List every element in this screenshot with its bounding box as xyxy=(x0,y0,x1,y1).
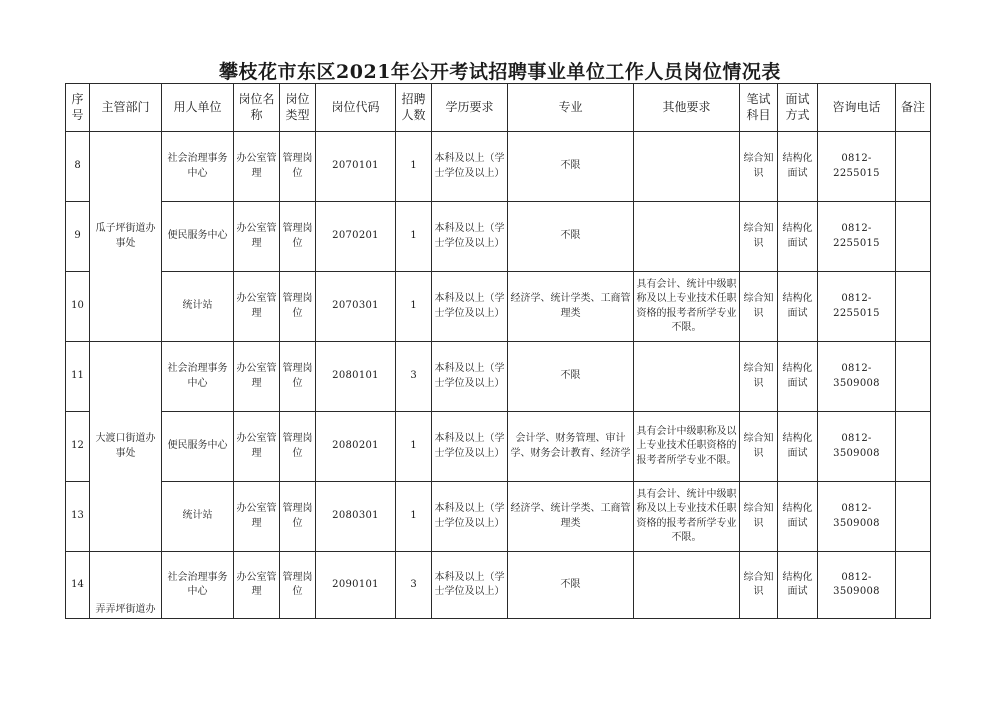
cell-remark xyxy=(896,132,931,202)
header-seq: 序号 xyxy=(66,84,90,132)
cell-phone: 0812-3509008 xyxy=(818,412,896,482)
cell-written: 综合知识 xyxy=(740,202,778,272)
cell-count: 1 xyxy=(396,132,432,202)
cell-post-type: 管理岗位 xyxy=(280,412,316,482)
cell-major: 不限 xyxy=(508,552,634,619)
cell-seq: 10 xyxy=(66,272,90,342)
page-title: 攀枝花市东区2021年公开考试招聘事业单位工作人员岗位情况表 xyxy=(219,61,781,83)
cell-interview: 结构化面试 xyxy=(778,272,818,342)
cell-post-code: 2080301 xyxy=(316,482,396,552)
cell-other xyxy=(634,342,740,412)
cell-education: 本科及以上（学士学位及以上） xyxy=(432,272,508,342)
cell-count: 3 xyxy=(396,552,432,619)
cell-unit: 社会治理事务中心 xyxy=(162,132,234,202)
header-row xyxy=(66,84,931,132)
cell-major: 不限 xyxy=(508,202,634,272)
cell-post-name: 办公室管理 xyxy=(234,132,280,202)
cell-dept: 瓜子坪街道办事处 xyxy=(90,132,162,342)
header-count: 招聘人数 xyxy=(396,84,432,132)
header-remark: 备注 xyxy=(896,84,931,132)
cell-unit: 便民服务中心 xyxy=(162,202,234,272)
header-written: 笔试科目 xyxy=(740,84,778,132)
table-row xyxy=(66,482,931,552)
cell-post-type: 管理岗位 xyxy=(280,482,316,552)
cell-post-type: 管理岗位 xyxy=(280,202,316,272)
cell-remark xyxy=(896,202,931,272)
cell-count: 1 xyxy=(396,272,432,342)
header-phone: 咨询电话 xyxy=(818,84,896,132)
cell-post-type: 管理岗位 xyxy=(280,342,316,412)
header-dept: 主管部门 xyxy=(90,84,162,132)
cell-interview: 结构化面试 xyxy=(778,132,818,202)
cell-other xyxy=(634,202,740,272)
cell-phone: 0812-3509008 xyxy=(818,342,896,412)
cell-unit: 社会治理事务中心 xyxy=(162,552,234,619)
cell-major: 会计学、财务管理、审计学、财务会计教育、经济学 xyxy=(508,412,634,482)
cell-post-name: 办公室管理 xyxy=(234,342,280,412)
cell-post-type: 管理岗位 xyxy=(280,552,316,619)
table-row xyxy=(66,132,931,202)
table-row xyxy=(66,202,931,272)
cell-education: 本科及以上（学士学位及以上） xyxy=(432,552,508,619)
table-row xyxy=(66,552,931,619)
cell-seq: 8 xyxy=(66,132,90,202)
cell-education: 本科及以上（学士学位及以上） xyxy=(432,342,508,412)
header-post-code: 岗位代码 xyxy=(316,84,396,132)
cell-education: 本科及以上（学士学位及以上） xyxy=(432,482,508,552)
cell-interview: 结构化面试 xyxy=(778,202,818,272)
recruitment-table xyxy=(65,83,931,619)
cell-other xyxy=(634,132,740,202)
cell-remark xyxy=(896,272,931,342)
table-row xyxy=(66,272,931,342)
cell-unit: 社会治理事务中心 xyxy=(162,342,234,412)
cell-unit: 便民服务中心 xyxy=(162,412,234,482)
cell-post-name: 办公室管理 xyxy=(234,202,280,272)
cell-phone: 0812-2255015 xyxy=(818,202,896,272)
cell-written: 综合知识 xyxy=(740,132,778,202)
cell-remark xyxy=(896,482,931,552)
cell-education: 本科及以上（学士学位及以上） xyxy=(432,132,508,202)
cell-seq: 14 xyxy=(66,552,90,619)
cell-count: 1 xyxy=(396,482,432,552)
cell-education: 本科及以上（学士学位及以上） xyxy=(432,412,508,482)
cell-post-code: 2070301 xyxy=(316,272,396,342)
cell-count: 3 xyxy=(396,342,432,412)
cell-post-name: 办公室管理 xyxy=(234,482,280,552)
cell-other xyxy=(634,552,740,619)
table-row xyxy=(66,412,931,482)
cell-remark xyxy=(896,342,931,412)
cell-interview: 结构化面试 xyxy=(778,412,818,482)
cell-post-type: 管理岗位 xyxy=(280,272,316,342)
cell-post-name: 办公室管理 xyxy=(234,412,280,482)
cell-phone: 0812-3509008 xyxy=(818,482,896,552)
header-major: 专业 xyxy=(508,84,634,132)
cell-post-name: 办公室管理 xyxy=(234,552,280,619)
cell-written: 综合知识 xyxy=(740,342,778,412)
header-post-name: 岗位名称 xyxy=(234,84,280,132)
cell-phone: 0812-2255015 xyxy=(818,272,896,342)
cell-post-code: 2070101 xyxy=(316,132,396,202)
cell-other: 具有会计中级职称及以上专业技术任职资格的报考者所学专业不限。 xyxy=(634,412,740,482)
cell-seq: 12 xyxy=(66,412,90,482)
cell-phone: 0812-3509008 xyxy=(818,552,896,619)
cell-post-code: 2090101 xyxy=(316,552,396,619)
table-row xyxy=(66,342,931,412)
cell-count: 1 xyxy=(396,412,432,482)
cell-dept: 弄弄坪街道办 xyxy=(90,552,162,619)
cell-major: 不限 xyxy=(508,132,634,202)
cell-count: 1 xyxy=(396,202,432,272)
header-education: 学历要求 xyxy=(432,84,508,132)
cell-other: 具有会计、统计中级职称及以上专业技术任职资格的报考者所学专业不限。 xyxy=(634,272,740,342)
cell-post-code: 2080101 xyxy=(316,342,396,412)
cell-remark xyxy=(896,412,931,482)
header-post-type: 岗位类型 xyxy=(280,84,316,132)
cell-interview: 结构化面试 xyxy=(778,342,818,412)
cell-post-code: 2070201 xyxy=(316,202,396,272)
cell-unit: 统计站 xyxy=(162,482,234,552)
cell-seq: 9 xyxy=(66,202,90,272)
cell-major: 经济学、统计学类、工商管理类 xyxy=(508,482,634,552)
cell-phone: 0812-2255015 xyxy=(818,132,896,202)
cell-seq: 13 xyxy=(66,482,90,552)
cell-remark xyxy=(896,552,931,619)
cell-education: 本科及以上（学士学位及以上） xyxy=(432,202,508,272)
cell-dept: 大渡口街道办事处 xyxy=(90,342,162,552)
cell-unit: 统计站 xyxy=(162,272,234,342)
cell-written: 综合知识 xyxy=(740,482,778,552)
cell-interview: 结构化面试 xyxy=(778,482,818,552)
cell-written: 综合知识 xyxy=(740,272,778,342)
cell-other: 具有会计、统计中级职称及以上专业技术任职资格的报考者所学专业不限。 xyxy=(634,482,740,552)
cell-written: 综合知识 xyxy=(740,552,778,619)
cell-written: 综合知识 xyxy=(740,412,778,482)
cell-post-code: 2080201 xyxy=(316,412,396,482)
cell-post-name: 办公室管理 xyxy=(234,272,280,342)
cell-major: 经济学、统计学类、工商管理类 xyxy=(508,272,634,342)
header-interview: 面试方式 xyxy=(778,84,818,132)
cell-interview: 结构化面试 xyxy=(778,552,818,619)
header-unit: 用人单位 xyxy=(162,84,234,132)
cell-seq: 11 xyxy=(66,342,90,412)
cell-major: 不限 xyxy=(508,342,634,412)
header-other: 其他要求 xyxy=(634,84,740,132)
cell-post-type: 管理岗位 xyxy=(280,132,316,202)
